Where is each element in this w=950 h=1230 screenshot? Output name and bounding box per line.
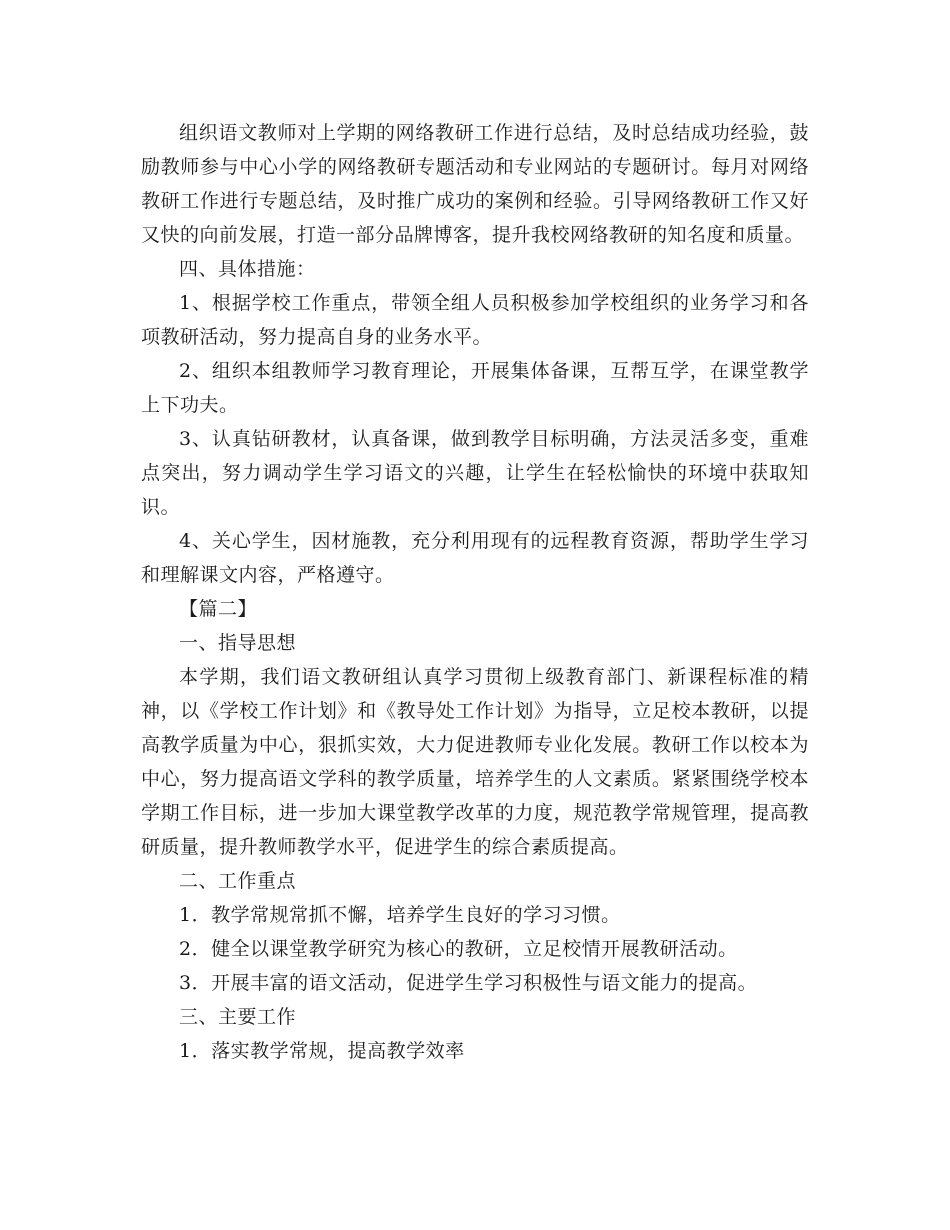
document-body xyxy=(141,116,809,1068)
heading-work-focus: 二、工作重点 xyxy=(179,870,297,892)
heading-specific-measures: 四、具体措施： xyxy=(179,258,316,280)
measure-item-2: 2、组织本组教师学习教育理论，开展集体备课，互帮互学，在课堂教学上下功夫。 xyxy=(141,360,809,416)
heading-guiding-ideology: 一、指导思想 xyxy=(179,632,297,654)
section-marker-part-two: 【篇二】 xyxy=(179,598,258,620)
focus-item-2: 2．健全以课堂教学研究为核心的教研，立足校情开展教研活动。 xyxy=(179,938,738,960)
heading-main-work: 三、主要工作 xyxy=(179,1006,297,1028)
measure-item-4: 4、关心学生，因材施教，充分利用现有的远程教育资源，帮助学生学习和理解课文内容，严格遵守。 xyxy=(141,530,809,586)
focus-item-3: 3．开展丰富的语文活动，促进学生学习积极性与语文能力的提高。 xyxy=(179,972,758,994)
paragraph-summary: 组织语文教师对上学期的网络教研工作进行总结，及时总结成功经验，鼓励教师参与中心小学的网络教研专题活动和专业网站的专题研讨。每月对网络教研工作进行专题总结，及时推广成功的案例和经验。引导网络教研工作又好又快的向前发展，打造一部分品牌博客，提升我校网络教研的知名度和质量。 xyxy=(141,122,809,246)
paragraph-guiding-ideology: 本学期，我们语文教研组认真学习贯彻上级教育部门、新课程标准的精神，以《学校工作计划》和《教导处工作计划》为指导，立足校本教研，以提高教学质量为中心，狠抓实效，大力促进教师专业化发展。教研工作以校本为中心，努力提高语文学科的教学质量，培养学生的人文素质。紧紧围绕学校本学期工作目标，进一步加大课堂教学改革的力度，规范教学常规管理，提高教研质量，提升教师教学水平，促进学生的综合素质提高。 xyxy=(141,666,809,858)
main-work-item-1: 1．落实教学常规，提高教学效率 xyxy=(179,1040,465,1062)
measure-item-3: 3、认真钻研教材，认真备课，做到教学目标明确，方法灵活多变，重难点突出，努力调动学生学习语文的兴趣，让学生在轻松愉快的环境中获取知识。 xyxy=(141,428,809,518)
measure-item-1: 1、根据学校工作重点，带领全组人员积极参加学校组织的业务学习和各项教研活动，努力提高自身的业务水平。 xyxy=(141,292,809,348)
focus-item-1: 1．教学常规常抓不懈，培养学生良好的学习习惯。 xyxy=(179,904,621,926)
